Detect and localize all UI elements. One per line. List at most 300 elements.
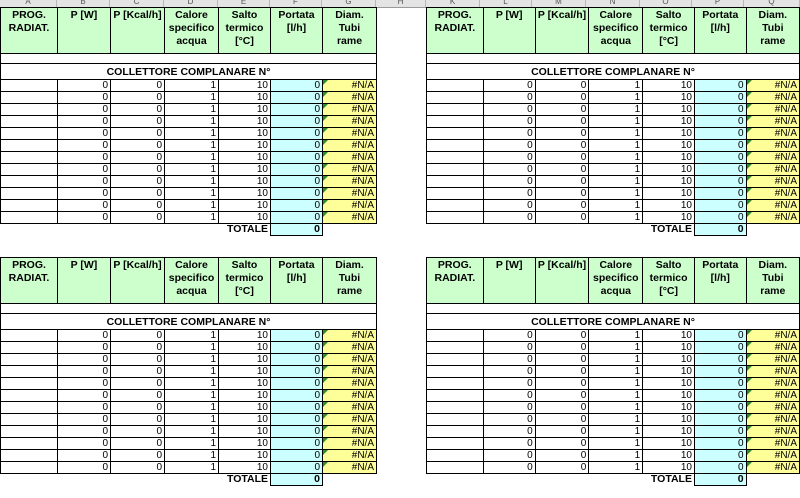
cell-calore[interactable]: 1: [589, 164, 643, 176]
cell-salto[interactable]: 10: [219, 80, 271, 92]
prog-radiat-cell[interactable]: [1, 414, 58, 426]
cell-kcal[interactable]: 0: [535, 342, 589, 354]
cell-kcal[interactable]: 0: [111, 450, 165, 462]
prog-radiat-cell[interactable]: [427, 366, 484, 378]
cell-calore[interactable]: 1: [165, 438, 219, 450]
column-header-n[interactable]: N: [586, 0, 640, 7]
header-cell-5[interactable]: Portata [l/h]: [271, 258, 323, 304]
cell-salto[interactable]: 10: [643, 366, 695, 378]
cell-portata[interactable]: 0: [271, 414, 323, 426]
cell-portata[interactable]: 0: [271, 212, 323, 224]
cell-portata[interactable]: 0: [271, 176, 323, 188]
prog-radiat-cell[interactable]: [427, 450, 484, 462]
cell-diam[interactable]: #N/A: [323, 212, 377, 224]
cell-salto[interactable]: 10: [219, 140, 271, 152]
header-cell-4[interactable]: Salto termico [°C]: [219, 8, 271, 54]
cell-kcal[interactable]: 0: [111, 330, 165, 342]
prog-radiat-cell[interactable]: [1, 176, 58, 188]
cell-salto[interactable]: 10: [219, 200, 271, 212]
cell-salto[interactable]: 10: [219, 438, 271, 450]
cell-w[interactable]: 0: [483, 164, 535, 176]
cell-kcal[interactable]: 0: [111, 176, 165, 188]
prog-radiat-cell[interactable]: [1, 188, 58, 200]
cell-diam[interactable]: #N/A: [746, 438, 799, 450]
cell-diam[interactable]: #N/A: [323, 176, 377, 188]
cell-salto[interactable]: 10: [643, 152, 695, 164]
prog-radiat-cell[interactable]: [1, 366, 58, 378]
prog-radiat-cell[interactable]: [427, 402, 484, 414]
cell-calore[interactable]: 1: [589, 402, 643, 414]
cell-calore[interactable]: 1: [589, 200, 643, 212]
cell-portata[interactable]: 0: [271, 330, 323, 342]
cell-kcal[interactable]: 0: [111, 378, 165, 390]
cell-portata[interactable]: 0: [694, 200, 746, 212]
cell-portata[interactable]: 0: [694, 80, 746, 92]
header-cell-0[interactable]: PROG. RADIAT.: [427, 258, 484, 304]
cell-salto[interactable]: 10: [219, 402, 271, 414]
cell-kcal[interactable]: 0: [535, 152, 589, 164]
prog-radiat-cell[interactable]: [1, 164, 58, 176]
cell-kcal[interactable]: 0: [535, 128, 589, 140]
cell-w[interactable]: 0: [483, 188, 535, 200]
cell-diam[interactable]: #N/A: [746, 462, 799, 474]
prog-radiat-cell[interactable]: [1, 462, 58, 474]
cell-w[interactable]: 0: [58, 164, 111, 176]
cell-salto[interactable]: 10: [219, 164, 271, 176]
cell-w[interactable]: 0: [58, 128, 111, 140]
cell-salto[interactable]: 10: [219, 414, 271, 426]
cell-portata[interactable]: 0: [694, 330, 746, 342]
prog-radiat-cell[interactable]: [1, 104, 58, 116]
cell-diam[interactable]: #N/A: [323, 426, 377, 438]
cell-w[interactable]: 0: [58, 450, 111, 462]
cell-calore[interactable]: 1: [165, 116, 219, 128]
header-cell-1[interactable]: P [W]: [483, 8, 535, 54]
cell-portata[interactable]: 0: [271, 188, 323, 200]
cell-w[interactable]: 0: [58, 200, 111, 212]
cell-diam[interactable]: #N/A: [746, 104, 799, 116]
cell-portata[interactable]: 0: [694, 414, 746, 426]
cell-kcal[interactable]: 0: [535, 330, 589, 342]
cell-calore[interactable]: 1: [165, 104, 219, 116]
header-cell-1[interactable]: P [W]: [58, 258, 111, 304]
header-cell-4[interactable]: Salto termico [°C]: [219, 258, 271, 304]
cell-kcal[interactable]: 0: [535, 212, 589, 224]
cell-calore[interactable]: 1: [165, 462, 219, 474]
cell-diam[interactable]: #N/A: [323, 188, 377, 200]
cell-kcal[interactable]: 0: [535, 450, 589, 462]
cell-portata[interactable]: 0: [694, 450, 746, 462]
header-cell-2[interactable]: P [Kcal/h]: [535, 258, 589, 304]
cell-portata[interactable]: 0: [271, 128, 323, 140]
cell-salto[interactable]: 10: [643, 378, 695, 390]
cell-kcal[interactable]: 0: [535, 354, 589, 366]
cell-calore[interactable]: 1: [589, 366, 643, 378]
cell-w[interactable]: 0: [483, 140, 535, 152]
cell-diam[interactable]: #N/A: [323, 330, 377, 342]
cell-salto[interactable]: 10: [219, 92, 271, 104]
cell-salto[interactable]: 10: [219, 212, 271, 224]
column-header-m[interactable]: M: [532, 0, 586, 7]
total-value[interactable]: 0: [271, 474, 323, 486]
cell-kcal[interactable]: 0: [111, 438, 165, 450]
cell-w[interactable]: 0: [483, 378, 535, 390]
cell-w[interactable]: 0: [483, 402, 535, 414]
spacer-cell[interactable]: [1, 54, 377, 64]
cell-calore[interactable]: 1: [165, 200, 219, 212]
cell-salto[interactable]: 10: [219, 378, 271, 390]
prog-radiat-cell[interactable]: [427, 414, 484, 426]
cell-calore[interactable]: 1: [165, 450, 219, 462]
cell-salto[interactable]: 10: [643, 92, 695, 104]
cell-calore[interactable]: 1: [165, 354, 219, 366]
column-header-h[interactable]: H: [376, 0, 426, 7]
cell-calore[interactable]: 1: [165, 366, 219, 378]
cell-calore[interactable]: 1: [165, 378, 219, 390]
cell-diam[interactable]: #N/A: [746, 152, 799, 164]
cell-kcal[interactable]: 0: [535, 462, 589, 474]
total-value[interactable]: 0: [694, 224, 746, 236]
column-header-p[interactable]: P: [692, 0, 744, 7]
cell-kcal[interactable]: 0: [111, 212, 165, 224]
cell-calore[interactable]: 1: [165, 390, 219, 402]
header-cell-4[interactable]: Salto termico [°C]: [643, 8, 695, 54]
cell-salto[interactable]: 10: [643, 140, 695, 152]
prog-radiat-cell[interactable]: [1, 200, 58, 212]
prog-radiat-cell[interactable]: [427, 462, 484, 474]
cell-diam[interactable]: #N/A: [323, 414, 377, 426]
header-cell-6[interactable]: Diam. Tubi rame: [746, 258, 799, 304]
cell-portata[interactable]: 0: [271, 200, 323, 212]
cell-portata[interactable]: 0: [271, 390, 323, 402]
cell-portata[interactable]: 0: [694, 212, 746, 224]
cell-w[interactable]: 0: [58, 378, 111, 390]
cell-kcal[interactable]: 0: [535, 164, 589, 176]
cell-diam[interactable]: #N/A: [746, 92, 799, 104]
cell-salto[interactable]: 10: [643, 176, 695, 188]
cell-calore[interactable]: 1: [165, 140, 219, 152]
cell-diam[interactable]: #N/A: [323, 438, 377, 450]
cell-diam[interactable]: #N/A: [323, 200, 377, 212]
cell-salto[interactable]: 10: [643, 426, 695, 438]
cell-w[interactable]: 0: [58, 104, 111, 116]
cell-salto[interactable]: 10: [219, 426, 271, 438]
cell-kcal[interactable]: 0: [111, 342, 165, 354]
cell-w[interactable]: 0: [483, 104, 535, 116]
prog-radiat-cell[interactable]: [1, 426, 58, 438]
spacer-cell[interactable]: [427, 304, 800, 314]
total-value[interactable]: 0: [694, 474, 746, 486]
cell-diam[interactable]: #N/A: [746, 176, 799, 188]
cell-salto[interactable]: 10: [219, 342, 271, 354]
cell-portata[interactable]: 0: [694, 164, 746, 176]
cell-w[interactable]: 0: [483, 450, 535, 462]
cell-portata[interactable]: 0: [271, 116, 323, 128]
cell-salto[interactable]: 10: [219, 390, 271, 402]
cell-kcal[interactable]: 0: [535, 414, 589, 426]
header-cell-6[interactable]: Diam. Tubi rame: [323, 8, 377, 54]
cell-portata[interactable]: 0: [271, 92, 323, 104]
cell-kcal[interactable]: 0: [535, 390, 589, 402]
cell-calore[interactable]: 1: [165, 426, 219, 438]
prog-radiat-cell[interactable]: [1, 378, 58, 390]
prog-radiat-cell[interactable]: [427, 188, 484, 200]
column-header-d[interactable]: D: [164, 0, 218, 7]
prog-radiat-cell[interactable]: [427, 164, 484, 176]
cell-w[interactable]: 0: [58, 402, 111, 414]
prog-radiat-cell[interactable]: [427, 200, 484, 212]
cell-salto[interactable]: 10: [219, 450, 271, 462]
cell-salto[interactable]: 10: [219, 104, 271, 116]
cell-portata[interactable]: 0: [694, 402, 746, 414]
cell-diam[interactable]: #N/A: [746, 426, 799, 438]
cell-calore[interactable]: 1: [165, 128, 219, 140]
header-cell-5[interactable]: Portata [l/h]: [271, 8, 323, 54]
cell-salto[interactable]: 10: [643, 128, 695, 140]
prog-radiat-cell[interactable]: [427, 128, 484, 140]
cell-portata[interactable]: 0: [694, 152, 746, 164]
cell-calore[interactable]: 1: [589, 414, 643, 426]
cell-portata[interactable]: 0: [694, 366, 746, 378]
cell-diam[interactable]: #N/A: [746, 450, 799, 462]
column-header-b[interactable]: B: [57, 0, 110, 7]
cell-w[interactable]: 0: [58, 188, 111, 200]
cell-kcal[interactable]: 0: [111, 462, 165, 474]
prog-radiat-cell[interactable]: [427, 116, 484, 128]
prog-radiat-cell[interactable]: [1, 140, 58, 152]
collector-label[interactable]: COLLETTORE COMPLANARE N°: [427, 314, 800, 330]
prog-radiat-cell[interactable]: [427, 390, 484, 402]
cell-diam[interactable]: #N/A: [323, 152, 377, 164]
cell-salto[interactable]: 10: [643, 200, 695, 212]
cell-diam[interactable]: #N/A: [746, 164, 799, 176]
header-cell-6[interactable]: Diam. Tubi rame: [323, 258, 377, 304]
cell-portata[interactable]: 0: [271, 354, 323, 366]
cell-w[interactable]: 0: [58, 342, 111, 354]
cell-portata[interactable]: 0: [271, 426, 323, 438]
prog-radiat-cell[interactable]: [1, 402, 58, 414]
prog-radiat-cell[interactable]: [427, 212, 484, 224]
cell-calore[interactable]: 1: [589, 140, 643, 152]
column-header-f[interactable]: F: [270, 0, 322, 7]
cell-portata[interactable]: 0: [271, 366, 323, 378]
cell-calore[interactable]: 1: [589, 390, 643, 402]
cell-w[interactable]: 0: [483, 354, 535, 366]
cell-portata[interactable]: 0: [271, 164, 323, 176]
header-cell-0[interactable]: PROG. RADIAT.: [1, 8, 58, 54]
prog-radiat-cell[interactable]: [1, 152, 58, 164]
prog-radiat-cell[interactable]: [1, 390, 58, 402]
cell-w[interactable]: 0: [483, 414, 535, 426]
header-cell-3[interactable]: Calore specifico acqua: [589, 258, 643, 304]
cell-diam[interactable]: #N/A: [746, 330, 799, 342]
header-cell-5[interactable]: Portata [l/h]: [694, 258, 746, 304]
cell-portata[interactable]: 0: [694, 426, 746, 438]
cell-calore[interactable]: 1: [589, 128, 643, 140]
cell-diam[interactable]: #N/A: [323, 378, 377, 390]
cell-w[interactable]: 0: [58, 152, 111, 164]
cell-calore[interactable]: 1: [589, 342, 643, 354]
cell-kcal[interactable]: 0: [535, 366, 589, 378]
cell-portata[interactable]: 0: [694, 462, 746, 474]
cell-calore[interactable]: 1: [589, 188, 643, 200]
cell-calore[interactable]: 1: [589, 152, 643, 164]
cell-calore[interactable]: 1: [165, 176, 219, 188]
cell-salto[interactable]: 10: [219, 330, 271, 342]
cell-kcal[interactable]: 0: [111, 200, 165, 212]
column-header-c[interactable]: C: [110, 0, 164, 7]
cell-w[interactable]: 0: [483, 330, 535, 342]
cell-diam[interactable]: #N/A: [746, 80, 799, 92]
cell-w[interactable]: 0: [58, 390, 111, 402]
cell-kcal[interactable]: 0: [111, 116, 165, 128]
cell-kcal[interactable]: 0: [111, 354, 165, 366]
cell-salto[interactable]: 10: [643, 116, 695, 128]
header-cell-4[interactable]: Salto termico [°C]: [643, 258, 695, 304]
cell-calore[interactable]: 1: [589, 80, 643, 92]
header-cell-5[interactable]: Portata [l/h]: [694, 8, 746, 54]
cell-portata[interactable]: 0: [271, 140, 323, 152]
cell-diam[interactable]: #N/A: [323, 366, 377, 378]
cell-diam[interactable]: #N/A: [746, 200, 799, 212]
cell-portata[interactable]: 0: [271, 342, 323, 354]
total-value[interactable]: 0: [271, 224, 323, 236]
cell-portata[interactable]: 0: [271, 80, 323, 92]
cell-w[interactable]: 0: [58, 426, 111, 438]
cell-portata[interactable]: 0: [694, 176, 746, 188]
spacer-cell[interactable]: [1, 304, 377, 314]
prog-radiat-cell[interactable]: [1, 80, 58, 92]
cell-w[interactable]: 0: [58, 140, 111, 152]
collector-label[interactable]: COLLETTORE COMPLANARE N°: [1, 64, 377, 80]
cell-w[interactable]: 0: [58, 176, 111, 188]
cell-portata[interactable]: 0: [694, 104, 746, 116]
spacer-cell[interactable]: [427, 54, 800, 64]
cell-calore[interactable]: 1: [589, 462, 643, 474]
cell-calore[interactable]: 1: [165, 188, 219, 200]
header-cell-0[interactable]: PROG. RADIAT.: [427, 8, 484, 54]
cell-calore[interactable]: 1: [165, 212, 219, 224]
cell-w[interactable]: 0: [483, 92, 535, 104]
cell-kcal[interactable]: 0: [111, 414, 165, 426]
cell-kcal[interactable]: 0: [535, 92, 589, 104]
cell-kcal[interactable]: 0: [111, 140, 165, 152]
cell-diam[interactable]: #N/A: [323, 80, 377, 92]
cell-diam[interactable]: #N/A: [746, 128, 799, 140]
cell-diam[interactable]: #N/A: [323, 140, 377, 152]
cell-portata[interactable]: 0: [271, 152, 323, 164]
cell-salto[interactable]: 10: [219, 354, 271, 366]
cell-calore[interactable]: 1: [165, 152, 219, 164]
cell-portata[interactable]: 0: [271, 450, 323, 462]
cell-calore[interactable]: 1: [589, 330, 643, 342]
cell-w[interactable]: 0: [483, 462, 535, 474]
cell-salto[interactable]: 10: [219, 366, 271, 378]
cell-portata[interactable]: 0: [694, 438, 746, 450]
header-cell-1[interactable]: P [W]: [58, 8, 111, 54]
cell-portata[interactable]: 0: [271, 104, 323, 116]
cell-w[interactable]: 0: [483, 438, 535, 450]
prog-radiat-cell[interactable]: [427, 354, 484, 366]
cell-diam[interactable]: #N/A: [746, 342, 799, 354]
cell-diam[interactable]: #N/A: [323, 342, 377, 354]
prog-radiat-cell[interactable]: [427, 80, 484, 92]
prog-radiat-cell[interactable]: [1, 330, 58, 342]
cell-calore[interactable]: 1: [165, 80, 219, 92]
cell-calore[interactable]: 1: [165, 414, 219, 426]
cell-diam[interactable]: #N/A: [746, 354, 799, 366]
cell-diam[interactable]: #N/A: [746, 378, 799, 390]
cell-portata[interactable]: 0: [694, 354, 746, 366]
cell-diam[interactable]: #N/A: [746, 414, 799, 426]
cell-calore[interactable]: 1: [589, 212, 643, 224]
cell-salto[interactable]: 10: [643, 104, 695, 116]
cell-calore[interactable]: 1: [165, 402, 219, 414]
cell-portata[interactable]: 0: [694, 92, 746, 104]
header-cell-3[interactable]: Calore specifico acqua: [165, 8, 219, 54]
cell-portata[interactable]: 0: [694, 342, 746, 354]
cell-w[interactable]: 0: [58, 330, 111, 342]
cell-salto[interactable]: 10: [643, 354, 695, 366]
column-header-a[interactable]: A: [0, 0, 57, 7]
prog-radiat-cell[interactable]: [427, 438, 484, 450]
cell-diam[interactable]: #N/A: [323, 128, 377, 140]
cell-w[interactable]: 0: [58, 366, 111, 378]
collector-label[interactable]: COLLETTORE COMPLANARE N°: [427, 64, 800, 80]
cell-diam[interactable]: #N/A: [746, 390, 799, 402]
prog-radiat-cell[interactable]: [1, 212, 58, 224]
cell-diam[interactable]: #N/A: [323, 92, 377, 104]
cell-portata[interactable]: 0: [694, 128, 746, 140]
cell-calore[interactable]: 1: [589, 116, 643, 128]
cell-kcal[interactable]: 0: [111, 426, 165, 438]
cell-portata[interactable]: 0: [694, 378, 746, 390]
cell-salto[interactable]: 10: [643, 450, 695, 462]
cell-w[interactable]: 0: [483, 212, 535, 224]
prog-radiat-cell[interactable]: [427, 342, 484, 354]
cell-w[interactable]: 0: [483, 342, 535, 354]
cell-kcal[interactable]: 0: [535, 188, 589, 200]
cell-calore[interactable]: 1: [589, 104, 643, 116]
cell-w[interactable]: 0: [58, 116, 111, 128]
cell-calore[interactable]: 1: [165, 342, 219, 354]
cell-calore[interactable]: 1: [589, 438, 643, 450]
cell-salto[interactable]: 10: [643, 330, 695, 342]
cell-kcal[interactable]: 0: [535, 378, 589, 390]
cell-diam[interactable]: #N/A: [746, 140, 799, 152]
header-cell-2[interactable]: P [Kcal/h]: [111, 258, 165, 304]
prog-radiat-cell[interactable]: [1, 128, 58, 140]
header-cell-0[interactable]: PROG. RADIAT.: [1, 258, 58, 304]
cell-diam[interactable]: #N/A: [323, 354, 377, 366]
cell-kcal[interactable]: 0: [535, 438, 589, 450]
prog-radiat-cell[interactable]: [427, 426, 484, 438]
cell-w[interactable]: 0: [58, 92, 111, 104]
cell-calore[interactable]: 1: [589, 426, 643, 438]
cell-kcal[interactable]: 0: [535, 200, 589, 212]
cell-calore[interactable]: 1: [589, 176, 643, 188]
cell-w[interactable]: 0: [58, 414, 111, 426]
cell-calore[interactable]: 1: [165, 164, 219, 176]
column-header-k[interactable]: K: [426, 0, 480, 7]
cell-kcal[interactable]: 0: [535, 140, 589, 152]
cell-calore[interactable]: 1: [589, 450, 643, 462]
cell-diam[interactable]: #N/A: [323, 402, 377, 414]
cell-diam[interactable]: #N/A: [746, 212, 799, 224]
cell-kcal[interactable]: 0: [111, 80, 165, 92]
cell-w[interactable]: 0: [483, 176, 535, 188]
cell-kcal[interactable]: 0: [111, 402, 165, 414]
